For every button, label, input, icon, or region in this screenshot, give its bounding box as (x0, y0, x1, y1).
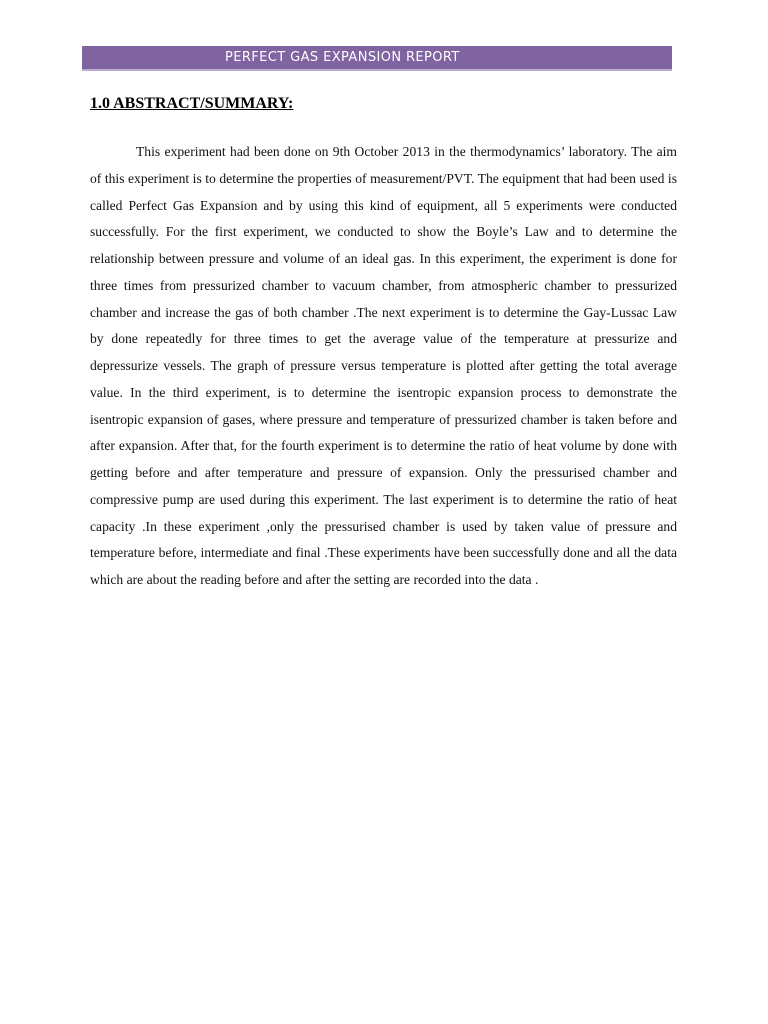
report-header-bar (82, 46, 672, 71)
abstract-paragraph: This experiment had been done on 9th October 2013 in the thermodynamics’ laboratory. The aim of this experiment is to determine the properties of measurement/PVT. The equipment that had been used is called Perfect Gas Expansion and by using this kind of equipment, all 5 experiments were conducted successfully. For the first experiment, we conducted to show the Boyle’s Law and to determine the relationship between pressure and volume of an ideal gas. In this experiment, the experiment is done for three times from pressurized chamber to vacuum chamber, from atmospheric chamber to pressurized chamber and increase the gas of both chamber .The next experiment is to determine the Gay-Lussac Law by done repeatedly for three times to get the average value of the temperature at pressurize and depressurize vessels. The graph of pressure versus temperature is plotted after getting the total average value. In the third experiment, is to determine the isentropic expansion process to demonstrate the isentropic expansion of gases, where pressure and temperature of pressurized chamber is taken before and after expansion. After that, for the fourth experiment is to determine the ratio of heat volume by done with getting before and after temperature and pressure of expansion. Only the pressurised chamber and compressive pump are used during this experiment. The last experiment is to determine the ratio of heat capacity .In these experiment ,only the pressurised chamber is used by taken value of pressure and temperature before, intermediate and final .These experiments have been successfully done and all the data which are about the reading before and after the setting are recorded into the data . (90, 144, 677, 587)
section-heading: 1.0 ABSTRACT/SUMMARY: (90, 95, 294, 112)
report-title: PERFECT GAS EXPANSION REPORT (225, 50, 460, 65)
